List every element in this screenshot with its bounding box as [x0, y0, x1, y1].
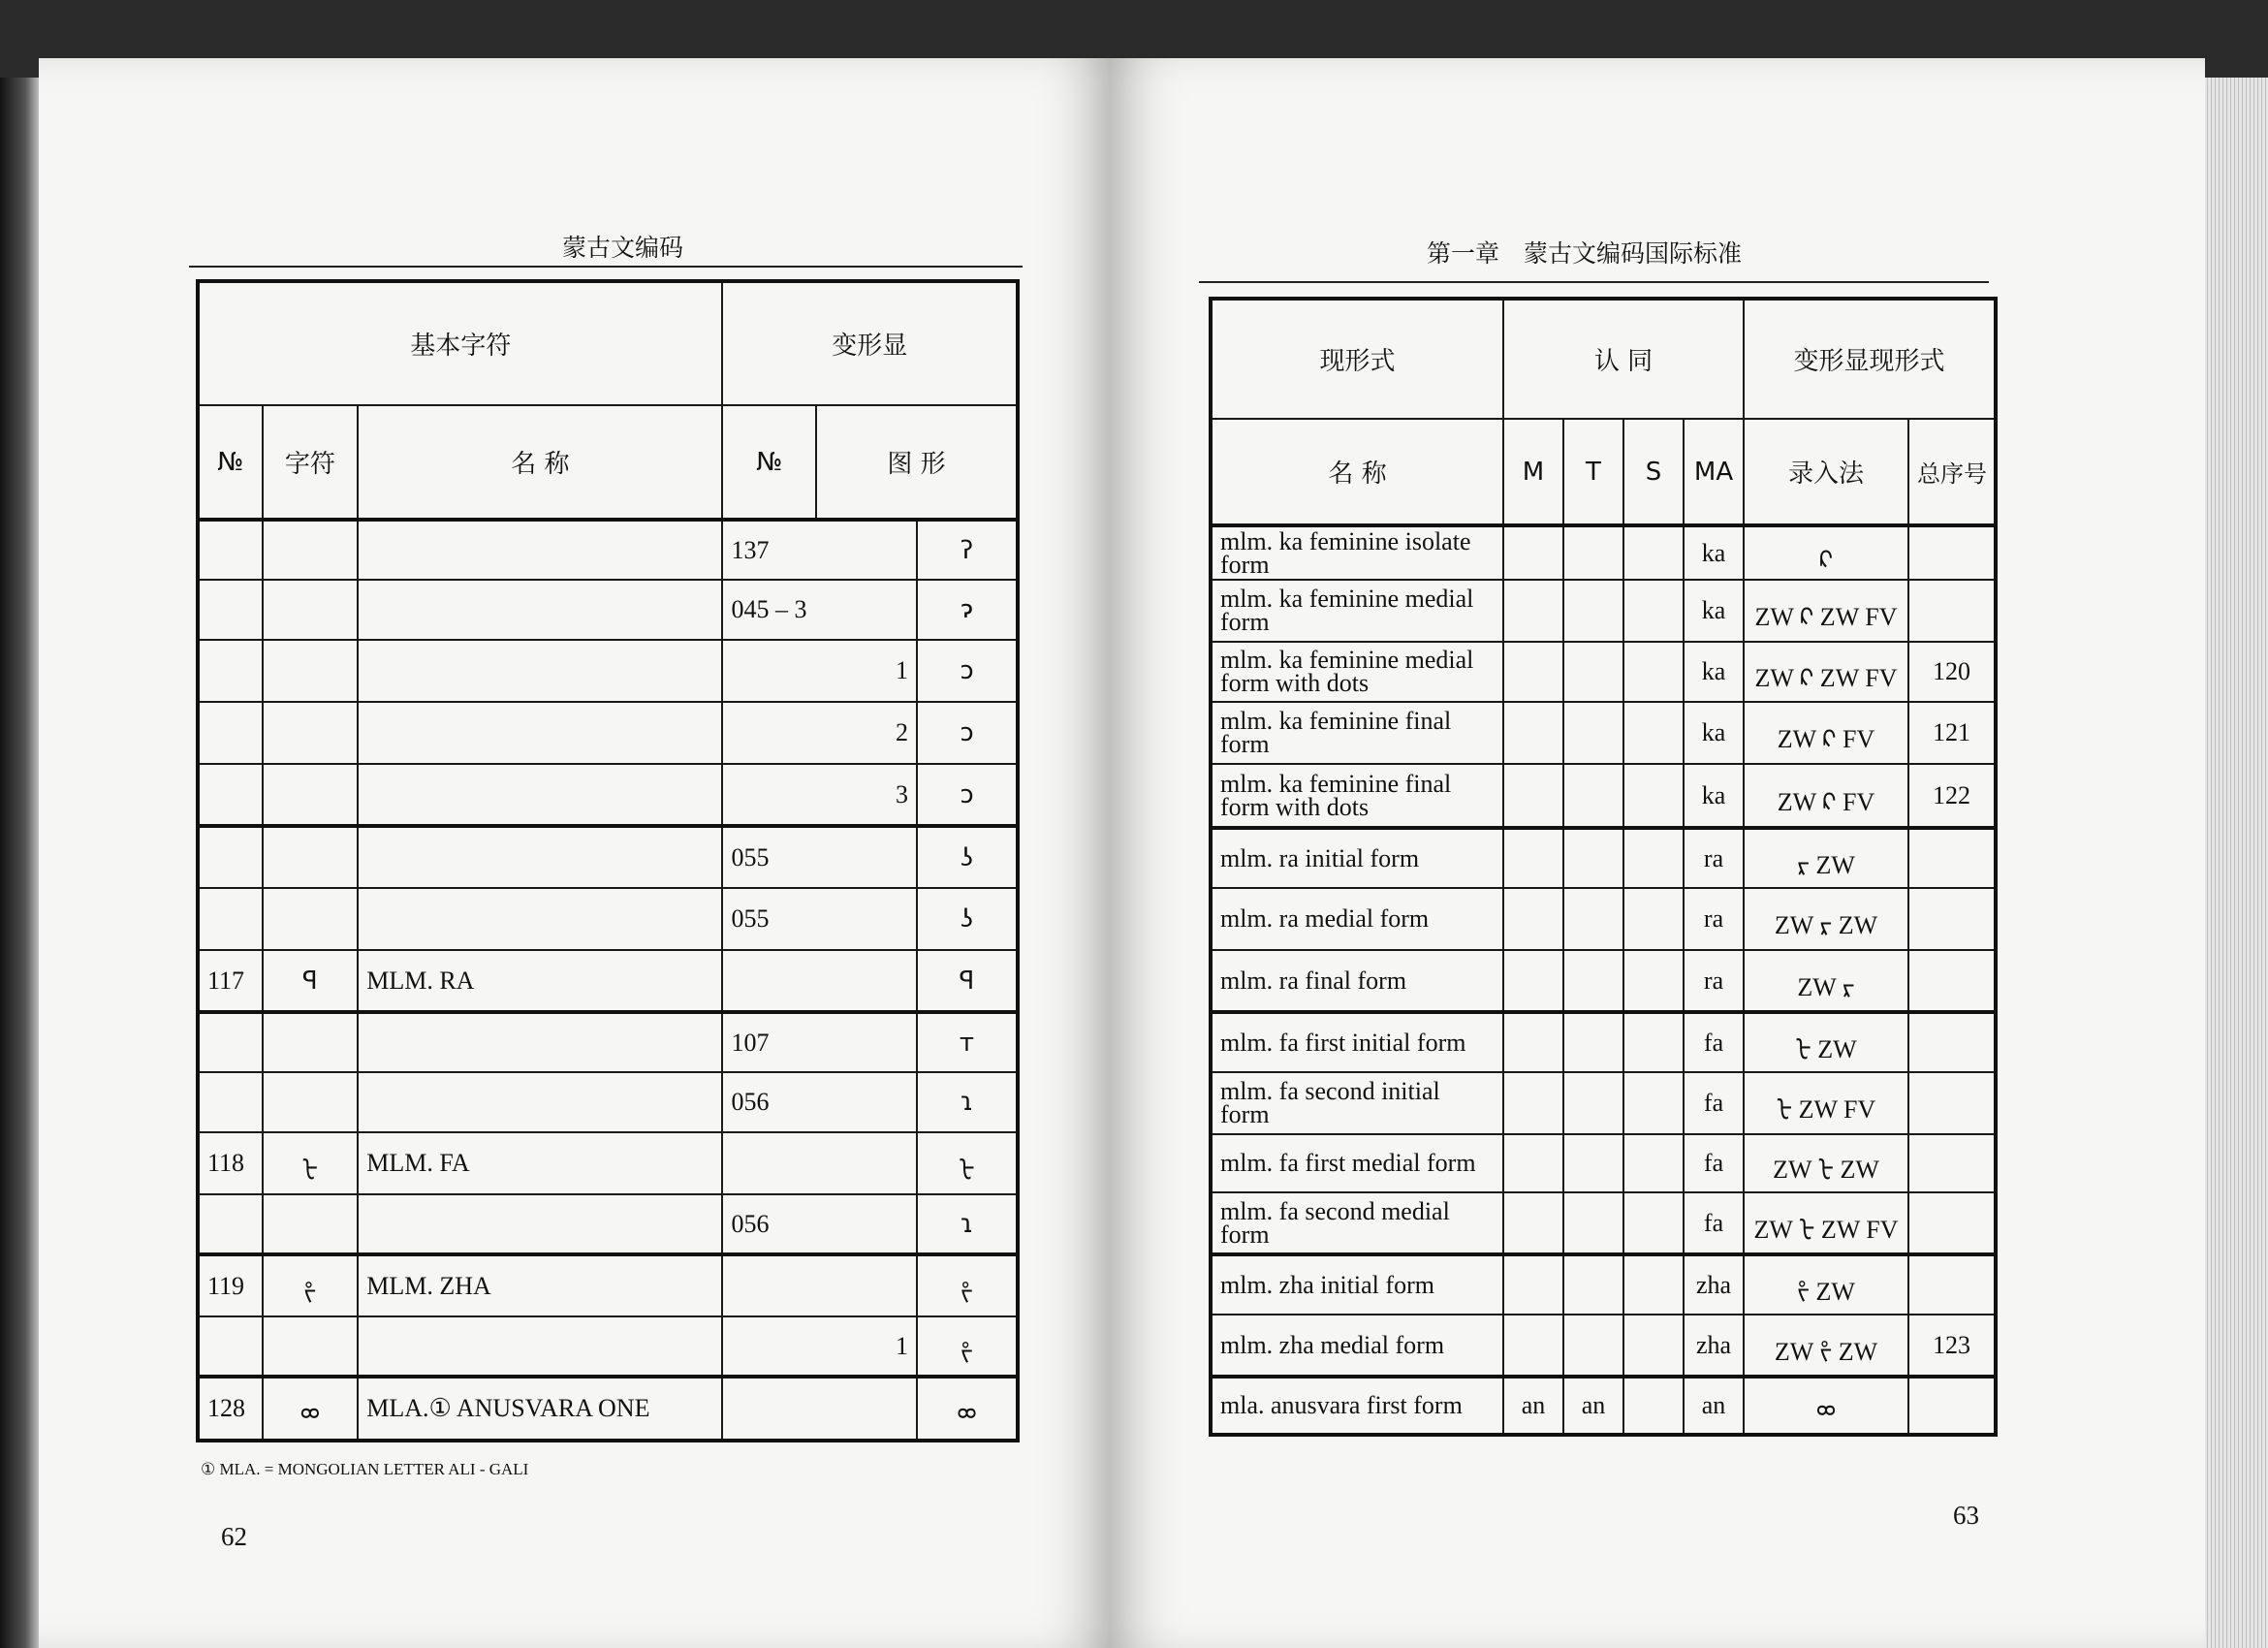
header-identity: 认 同: [1503, 299, 1744, 419]
cell-shape: ɔ: [917, 764, 1018, 826]
cell-name: mlm. ka feminine final form: [1211, 702, 1503, 764]
cell-no2: 056: [722, 1072, 917, 1132]
cell-name: mlm. fa second medial form: [1211, 1192, 1503, 1254]
cell-m: [1503, 1315, 1563, 1377]
header-variants: 变形显: [722, 281, 1018, 405]
cell-no2: 137: [722, 520, 917, 580]
cell-no: [198, 1072, 263, 1132]
cell-no2: 045 – 3: [722, 580, 917, 640]
cell-s: [1623, 1377, 1684, 1435]
table-row: [1211, 580, 1996, 642]
table-row: [198, 826, 1018, 888]
table-row: [198, 1316, 1018, 1377]
right-running-head: 第一章 蒙古文编码国际标准: [1427, 239, 1743, 268]
cell-ma: ka: [1684, 764, 1744, 828]
left-page-edges: [0, 78, 43, 1648]
cell-ma: ra: [1684, 828, 1744, 888]
cell-ma: zha: [1684, 1254, 1744, 1315]
cell-no: [198, 826, 263, 888]
table-row: [198, 1254, 1018, 1316]
cell-ma: zha: [1684, 1315, 1744, 1377]
cell-t: an: [1563, 1377, 1623, 1435]
cell-input: ZW ᠺ ZW FV: [1744, 580, 1908, 642]
left-page-number: 62: [221, 1522, 247, 1551]
cell-name: [358, 640, 722, 702]
cell-char: ᡷ: [263, 1254, 359, 1316]
cell-t: [1563, 828, 1623, 888]
cell-char: [263, 1012, 359, 1072]
table-row: [1211, 1254, 1996, 1315]
cell-s: [1623, 1012, 1684, 1072]
cell-name: [358, 520, 722, 580]
table-row: [1211, 1072, 1996, 1134]
cell-ma: fa: [1684, 1012, 1744, 1072]
cell-input: ZW ᠺ ZW FV: [1744, 642, 1908, 702]
cell-m: [1503, 580, 1563, 642]
cell-ma: ka: [1684, 580, 1744, 642]
cell-t: [1563, 888, 1623, 950]
cell-name: mlm. ka feminine final form with dots: [1211, 764, 1503, 828]
cell-m: [1503, 1012, 1563, 1072]
cell-no: [198, 1194, 263, 1254]
cell-name: [358, 580, 722, 640]
cell-no: [198, 888, 263, 950]
cell-char: [263, 1194, 359, 1254]
cell-input: ZW ᡷ ZW: [1744, 1315, 1908, 1377]
cell-t: [1563, 702, 1623, 764]
cell-seq: [1908, 1192, 1996, 1254]
cell-name: [358, 1194, 722, 1254]
cell-input: ᢁ: [1744, 1377, 1908, 1435]
cell-input: ZW ᡶ ZW: [1744, 1134, 1908, 1192]
cell-no2: 2: [722, 702, 917, 764]
table-row: [1211, 1315, 1996, 1377]
cell-shape: ɿ: [917, 1072, 1018, 1132]
cell-input: ᡶ ZW FV: [1744, 1072, 1908, 1134]
cell-char: [263, 764, 359, 826]
cell-t: [1563, 642, 1623, 702]
cell-char: [263, 888, 359, 950]
cell-ma: ra: [1684, 888, 1744, 950]
cell-no2: 107: [722, 1012, 917, 1072]
cell-input: ᠷ ZW: [1744, 828, 1908, 888]
table-row: [1211, 642, 1996, 702]
cell-input: ZW ᠷ ZW: [1744, 888, 1908, 950]
table-row: [1211, 828, 1996, 888]
cell-char: [263, 520, 359, 580]
cell-t: [1563, 1134, 1623, 1192]
cell-m: [1503, 764, 1563, 828]
cell-m: [1503, 642, 1563, 702]
cell-name: [358, 702, 722, 764]
header-name: 名 称: [1211, 419, 1503, 525]
cell-name: mlm. ra initial form: [1211, 828, 1503, 888]
right-head-rule: [1199, 281, 1989, 283]
header-input-method: 录入法: [1744, 419, 1908, 525]
header-forms: 现形式: [1211, 299, 1503, 419]
cell-no2: [722, 1254, 917, 1316]
cell-t: [1563, 1072, 1623, 1134]
table-row: [1211, 1377, 1996, 1435]
cell-m: [1503, 1072, 1563, 1134]
cell-seq: [1908, 828, 1996, 888]
cell-shape: ↄ: [917, 640, 1018, 702]
cell-t: [1563, 1315, 1623, 1377]
cell-m: [1503, 1254, 1563, 1315]
cell-no2: 055: [722, 826, 917, 888]
table-row: [198, 640, 1018, 702]
right-page: [1110, 58, 2205, 1648]
cell-shape: ʖ: [917, 826, 1018, 888]
cell-shape: ᡷ: [917, 1316, 1018, 1377]
cell-shape: ᢁ: [917, 1377, 1018, 1441]
header-no2: №: [722, 405, 816, 520]
cell-no2: 056: [722, 1194, 917, 1254]
cell-t: [1563, 1254, 1623, 1315]
cell-s: [1623, 1072, 1684, 1134]
cell-t: [1563, 1192, 1623, 1254]
cell-no: 128: [198, 1377, 263, 1441]
header-ma: MA: [1684, 419, 1744, 525]
left-page: [39, 58, 1110, 1648]
cell-s: [1623, 1315, 1684, 1377]
cell-char: [263, 1072, 359, 1132]
table-row: [198, 580, 1018, 640]
header-char: 字符: [263, 405, 359, 520]
cell-input: ZW ᠷ: [1744, 950, 1908, 1012]
cell-input: ZW ᡶ ZW FV: [1744, 1192, 1908, 1254]
cell-name: mlm. ra medial form: [1211, 888, 1503, 950]
cell-ma: fa: [1684, 1072, 1744, 1134]
cell-shape: ʖ: [917, 888, 1018, 950]
cell-m: [1503, 1134, 1563, 1192]
right-table: [1209, 297, 1998, 1437]
right-page-number: 63: [1953, 1501, 1979, 1530]
cell-name: mlm. fa first initial form: [1211, 1012, 1503, 1072]
cell-name: mla. anusvara first form: [1211, 1377, 1503, 1435]
header-s: S: [1623, 419, 1684, 525]
cell-no: [198, 640, 263, 702]
cell-ma: ra: [1684, 950, 1744, 1012]
cell-seq: [1908, 950, 1996, 1012]
cell-seq: [1908, 1377, 1996, 1435]
cell-name: mlm. ka feminine isolate form: [1211, 525, 1503, 580]
cell-shape: ᡷ: [917, 1254, 1018, 1316]
table-row: [1211, 1192, 1996, 1254]
cell-char: ᢁ: [263, 1377, 359, 1441]
cell-name: mlm. ka feminine medial form with dots: [1211, 642, 1503, 702]
cell-name: mlm. ra final form: [1211, 950, 1503, 1012]
cell-ma: ka: [1684, 642, 1744, 702]
cell-name: [358, 764, 722, 826]
cell-name: MLM. RA: [358, 950, 722, 1012]
cell-no2: [722, 1132, 917, 1194]
table-row: [198, 702, 1018, 764]
cell-s: [1623, 888, 1684, 950]
cell-seq: [1908, 1254, 1996, 1315]
table-row: [198, 1194, 1018, 1254]
cell-no: [198, 1316, 263, 1377]
cell-name: [358, 888, 722, 950]
cell-s: [1623, 1134, 1684, 1192]
cell-no: [198, 580, 263, 640]
table-row: [1211, 764, 1996, 828]
cell-no: 118: [198, 1132, 263, 1194]
cell-shape: ʔ: [917, 520, 1018, 580]
table-row: [1211, 1012, 1996, 1072]
cell-s: [1623, 950, 1684, 1012]
cell-char: [263, 702, 359, 764]
footnote: ① MLA. = MONGOLIAN LETTER ALI - GALI: [201, 1460, 529, 1478]
cell-shape: ᴛ: [917, 1012, 1018, 1072]
cell-s: [1623, 580, 1684, 642]
cell-s: [1623, 642, 1684, 702]
cell-seq: [1908, 1012, 1996, 1072]
cell-input: ᡷ ZW: [1744, 1254, 1908, 1315]
cell-m: [1503, 950, 1563, 1012]
cell-s: [1623, 1254, 1684, 1315]
cell-shape: ɿ: [917, 1194, 1018, 1254]
cell-char: ᡶ: [263, 1132, 359, 1194]
cell-ma: fa: [1684, 1134, 1744, 1192]
cell-name: mlm. zha initial form: [1211, 1254, 1503, 1315]
cell-shape: ᡶ: [917, 1132, 1018, 1194]
cell-ma: ka: [1684, 702, 1744, 764]
cell-seq: [1908, 1134, 1996, 1192]
cell-s: [1623, 828, 1684, 888]
header-t: T: [1563, 419, 1623, 525]
cell-m: [1503, 702, 1563, 764]
cell-no: 119: [198, 1254, 263, 1316]
cell-no: 117: [198, 950, 263, 1012]
cell-no2: 1: [722, 1316, 917, 1377]
left-head-rule: [189, 266, 1023, 268]
table-row: [198, 1012, 1018, 1072]
cell-ma: fa: [1684, 1192, 1744, 1254]
cell-t: [1563, 525, 1623, 580]
cell-name: [358, 826, 722, 888]
cell-m: [1503, 888, 1563, 950]
table-row: [198, 1132, 1018, 1194]
cell-name: mlm. fa first medial form: [1211, 1134, 1503, 1192]
cell-seq: 120: [1908, 642, 1996, 702]
cell-no2: [722, 1377, 917, 1441]
cell-input: ᠺ: [1744, 525, 1908, 580]
cell-name: MLA.① ANUSVARA ONE: [358, 1377, 722, 1441]
cell-name: mlm. zha medial form: [1211, 1315, 1503, 1377]
cell-input: ᡶ ZW: [1744, 1012, 1908, 1072]
cell-seq: [1908, 1072, 1996, 1134]
left-table: [196, 279, 1020, 1442]
cell-no: [198, 764, 263, 826]
cell-t: [1563, 580, 1623, 642]
cell-name: [358, 1316, 722, 1377]
cell-no2: 1: [722, 640, 917, 702]
table-row: [198, 764, 1018, 826]
cell-char: ꟼ: [263, 950, 359, 1012]
cell-char: [263, 1316, 359, 1377]
cell-name: MLM. ZHA: [358, 1254, 722, 1316]
header-no: №: [198, 405, 263, 520]
cell-shape: ɔ: [917, 702, 1018, 764]
cell-no: [198, 702, 263, 764]
cell-t: [1563, 950, 1623, 1012]
cell-char: [263, 640, 359, 702]
cell-s: [1623, 702, 1684, 764]
left-running-head: 蒙古文编码: [562, 234, 684, 262]
cell-m: [1503, 1192, 1563, 1254]
cell-name: [358, 1012, 722, 1072]
cell-t: [1563, 764, 1623, 828]
cell-m: [1503, 525, 1563, 580]
cell-seq: [1908, 580, 1996, 642]
table-row: [198, 1377, 1018, 1441]
table-row: [198, 520, 1018, 580]
cell-seq: [1908, 888, 1996, 950]
cell-name: mlm. ka feminine medial form: [1211, 580, 1503, 642]
cell-no2: [722, 950, 917, 1012]
cell-char: [263, 826, 359, 888]
cell-seq: 123: [1908, 1315, 1996, 1377]
cell-no2: 055: [722, 888, 917, 950]
cell-s: [1623, 525, 1684, 580]
cell-shape: ꟼ: [917, 950, 1018, 1012]
header-sequence: 总序号: [1908, 419, 1996, 525]
header-shape: 图 形: [816, 405, 1018, 520]
cell-name: [358, 1072, 722, 1132]
cell-no2: 3: [722, 764, 917, 826]
cell-input: ZW ᠺ FV: [1744, 764, 1908, 828]
table-row: [198, 1072, 1018, 1132]
cell-m: an: [1503, 1377, 1563, 1435]
cell-m: [1503, 828, 1563, 888]
table-row: [1211, 702, 1996, 764]
cell-name: MLM. FA: [358, 1132, 722, 1194]
table-row: [1211, 1134, 1996, 1192]
cell-ma: an: [1684, 1377, 1744, 1435]
cell-t: [1563, 1012, 1623, 1072]
table-row: [1211, 888, 1996, 950]
header-name: 名 称: [358, 405, 722, 520]
header-basic-chars: 基本字符: [198, 281, 722, 405]
cell-s: [1623, 764, 1684, 828]
cell-name: mlm. fa second initial form: [1211, 1072, 1503, 1134]
cell-char: [263, 580, 359, 640]
open-book: [0, 19, 2268, 1648]
cell-ma: ka: [1684, 525, 1744, 580]
cell-no: [198, 1012, 263, 1072]
header-m: M: [1503, 419, 1563, 525]
cell-seq: 121: [1908, 702, 1996, 764]
cell-no: [198, 520, 263, 580]
cell-shape: ɂ: [917, 580, 1018, 640]
cell-s: [1623, 1192, 1684, 1254]
cell-input: ZW ᠺ FV: [1744, 702, 1908, 764]
table-row: [198, 888, 1018, 950]
table-row: [1211, 525, 1996, 580]
cell-seq: [1908, 525, 1996, 580]
header-variant-forms: 变形显现形式: [1744, 299, 1996, 419]
table-row: [1211, 950, 1996, 1012]
table-row: [198, 950, 1018, 1012]
cell-seq: 122: [1908, 764, 1996, 828]
